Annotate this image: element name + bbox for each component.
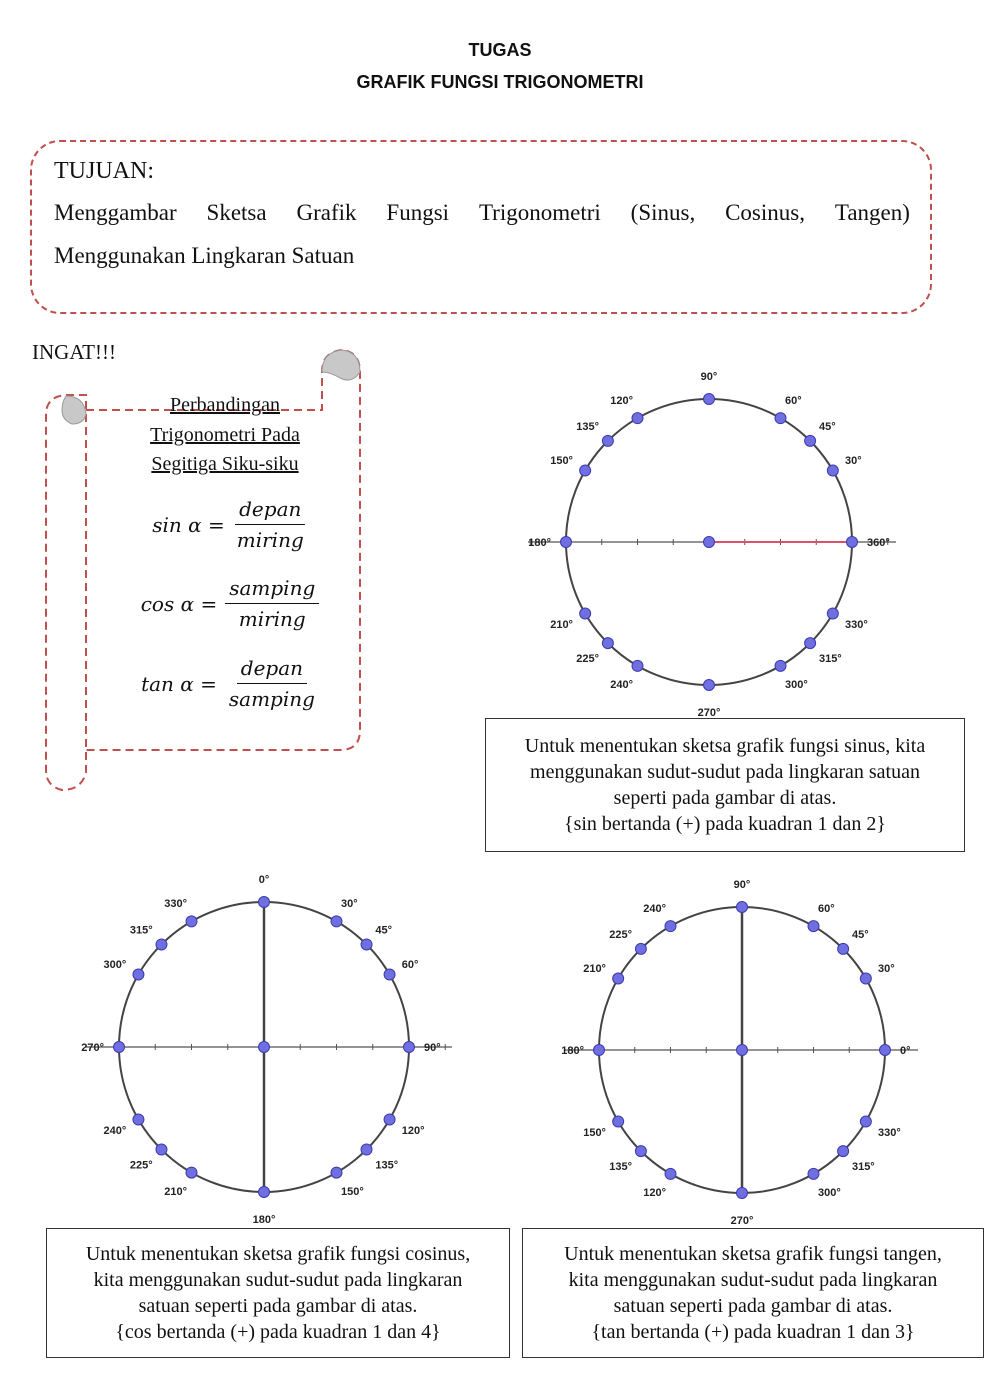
center-point: [737, 1045, 748, 1056]
formula-lhs: sin α =: [152, 512, 225, 537]
angle-label: 270°: [730, 1215, 754, 1227]
angle-point: [838, 943, 849, 954]
angle-point: [665, 1168, 676, 1179]
angle-label: 330°: [164, 898, 187, 911]
angle-label: 60°: [818, 902, 835, 915]
angle-label: 45°: [818, 421, 836, 434]
angle-label: 90°: [424, 1042, 441, 1054]
angle-point: [635, 943, 646, 954]
angle-label: 315°: [818, 652, 842, 665]
note-line: menggunakan sudut-sudut pada lingkaran satuan: [530, 761, 920, 783]
angle-label: 30°: [878, 963, 895, 975]
angle-label: 30°: [341, 898, 358, 911]
angle-point: [665, 921, 676, 932]
angle-label: 0°: [900, 1045, 911, 1057]
angle-point: [880, 1045, 891, 1056]
formula-lhs: cos α =: [140, 591, 218, 616]
tujuan-word: Menggambar: [54, 200, 177, 225]
note-line: {sin bertanda (+) pada kuadran 1 dan 2}: [563, 813, 887, 835]
angle-label: 240°: [103, 1125, 127, 1137]
denominator: samping: [228, 687, 315, 711]
angle-point: [613, 973, 624, 984]
angle-point: [635, 1146, 646, 1157]
angle-label: 60°: [401, 959, 419, 971]
note-line: Untuk menentukan sketsa grafik fungsi cosinus,: [85, 1243, 471, 1265]
angle-label: 0°: [258, 874, 270, 886]
note-line: satuan seperti pada gambar di atas.: [613, 1295, 893, 1317]
angle-label: 330°: [845, 619, 868, 631]
tujuan-word: (Sinus,: [630, 200, 696, 225]
angle-label: 300°: [103, 959, 127, 971]
numerator: samping: [225, 576, 319, 604]
note-line: kita menggunakan sudut-sudut pada lingkaran: [568, 1269, 938, 1291]
angle-label: 240°: [610, 679, 633, 692]
angle-label: 120°: [401, 1125, 425, 1137]
angle-label: 225°: [576, 652, 600, 665]
angle-label: 270°: [81, 1042, 104, 1054]
angle-label: 210°: [583, 963, 606, 975]
angle-label: 180°: [252, 1214, 276, 1226]
angle-label: 150°: [341, 1185, 364, 1198]
angle-label: 90°: [700, 371, 718, 383]
angle-label: 150°: [550, 455, 573, 467]
angle-label: 180°: [561, 1045, 584, 1057]
note-line: seperti pada gambar di atas.: [613, 787, 837, 809]
angle-point: [838, 1146, 849, 1157]
tujuan-line2: Menggunakan Lingkaran Satuan: [54, 243, 355, 268]
tujuan-heading: TUJUAN:: [54, 158, 154, 184]
angle-label: 210°: [550, 619, 573, 631]
note-line: Untuk menentukan sketsa grafik fungsi sinus, kita: [524, 735, 926, 757]
note-line: kita menggunakan sudut-sudut pada lingkaran: [93, 1269, 463, 1291]
angle-label: 30°: [845, 455, 862, 467]
angle-point: [613, 1116, 624, 1127]
angle-label: 150°: [583, 1127, 606, 1139]
angle-label: 300°: [785, 679, 808, 692]
angle-label: 120°: [643, 1187, 666, 1200]
angle-point: [860, 973, 871, 984]
angle-label: 300°: [818, 1187, 841, 1200]
note-line: {cos bertanda (+) pada kuadran 1 dan 4}: [115, 1321, 441, 1343]
angle-label: 90°: [733, 879, 751, 891]
doc-title-line2: GRAFIK FUNGSI TRIGONOMETRI: [356, 72, 644, 92]
angle-label: 120°: [610, 394, 633, 407]
note-line: Untuk menentukan sketsa grafik fungsi tangen,: [564, 1243, 942, 1265]
scroll-title-line2: Trigonometri Pada: [150, 424, 300, 446]
denominator: miring: [236, 528, 304, 552]
tujuan-word: Tangen): [834, 200, 910, 225]
angle-label: 315°: [851, 1160, 875, 1173]
angle-point: [860, 1116, 871, 1127]
scroll-title-line3: Segitiga Siku-siku: [151, 453, 299, 475]
angle-point: [808, 921, 819, 932]
angle-label: 135°: [375, 1159, 399, 1172]
tujuan-word: Trigonometri: [478, 200, 601, 225]
note-sin: [485, 718, 965, 852]
angle-label: 135°: [609, 1160, 633, 1173]
ingat-label: INGAT!!!: [32, 340, 116, 364]
tujuan-word: Sketsa: [206, 200, 267, 225]
angle-label: 240°: [643, 902, 666, 915]
angle-point: [737, 902, 748, 913]
angle-point: [594, 1045, 605, 1056]
angle-label: 225°: [129, 1159, 153, 1172]
angle-point: [808, 1168, 819, 1179]
doc-title-line1: TUGAS: [468, 40, 532, 60]
angle-label: 210°: [164, 1185, 187, 1198]
tujuan-word: Cosinus,: [725, 200, 805, 225]
angle-label: 270°: [697, 707, 721, 719]
note-line: satuan seperti pada gambar di atas.: [138, 1295, 418, 1317]
angle-label: 225°: [609, 929, 633, 942]
denominator: miring: [238, 607, 306, 631]
angle-label: 60°: [785, 394, 802, 407]
angle-label: 360°: [867, 537, 890, 549]
note-line: {tan bertanda (+) pada kuadran 1 dan 3}: [591, 1321, 915, 1343]
note-cos: [46, 1228, 510, 1358]
angle-label: 330°: [878, 1127, 901, 1139]
angle-label: 315°: [129, 924, 153, 937]
angle-label: 135°: [576, 421, 600, 434]
angle-label: 45°: [851, 929, 869, 942]
numerator: depan: [237, 656, 307, 684]
angle-point: [737, 1188, 748, 1199]
note-tan: [522, 1228, 984, 1358]
tujuan-word: Fungsi: [386, 200, 450, 225]
angle-label: 180°: [528, 537, 551, 549]
numerator: depan: [235, 497, 305, 525]
angle-label: 45°: [375, 924, 393, 937]
scroll-title-line1: Perbandingan: [170, 394, 280, 416]
tujuan-word: Grafik: [296, 200, 357, 225]
formula-lhs: tan α =: [141, 671, 217, 696]
